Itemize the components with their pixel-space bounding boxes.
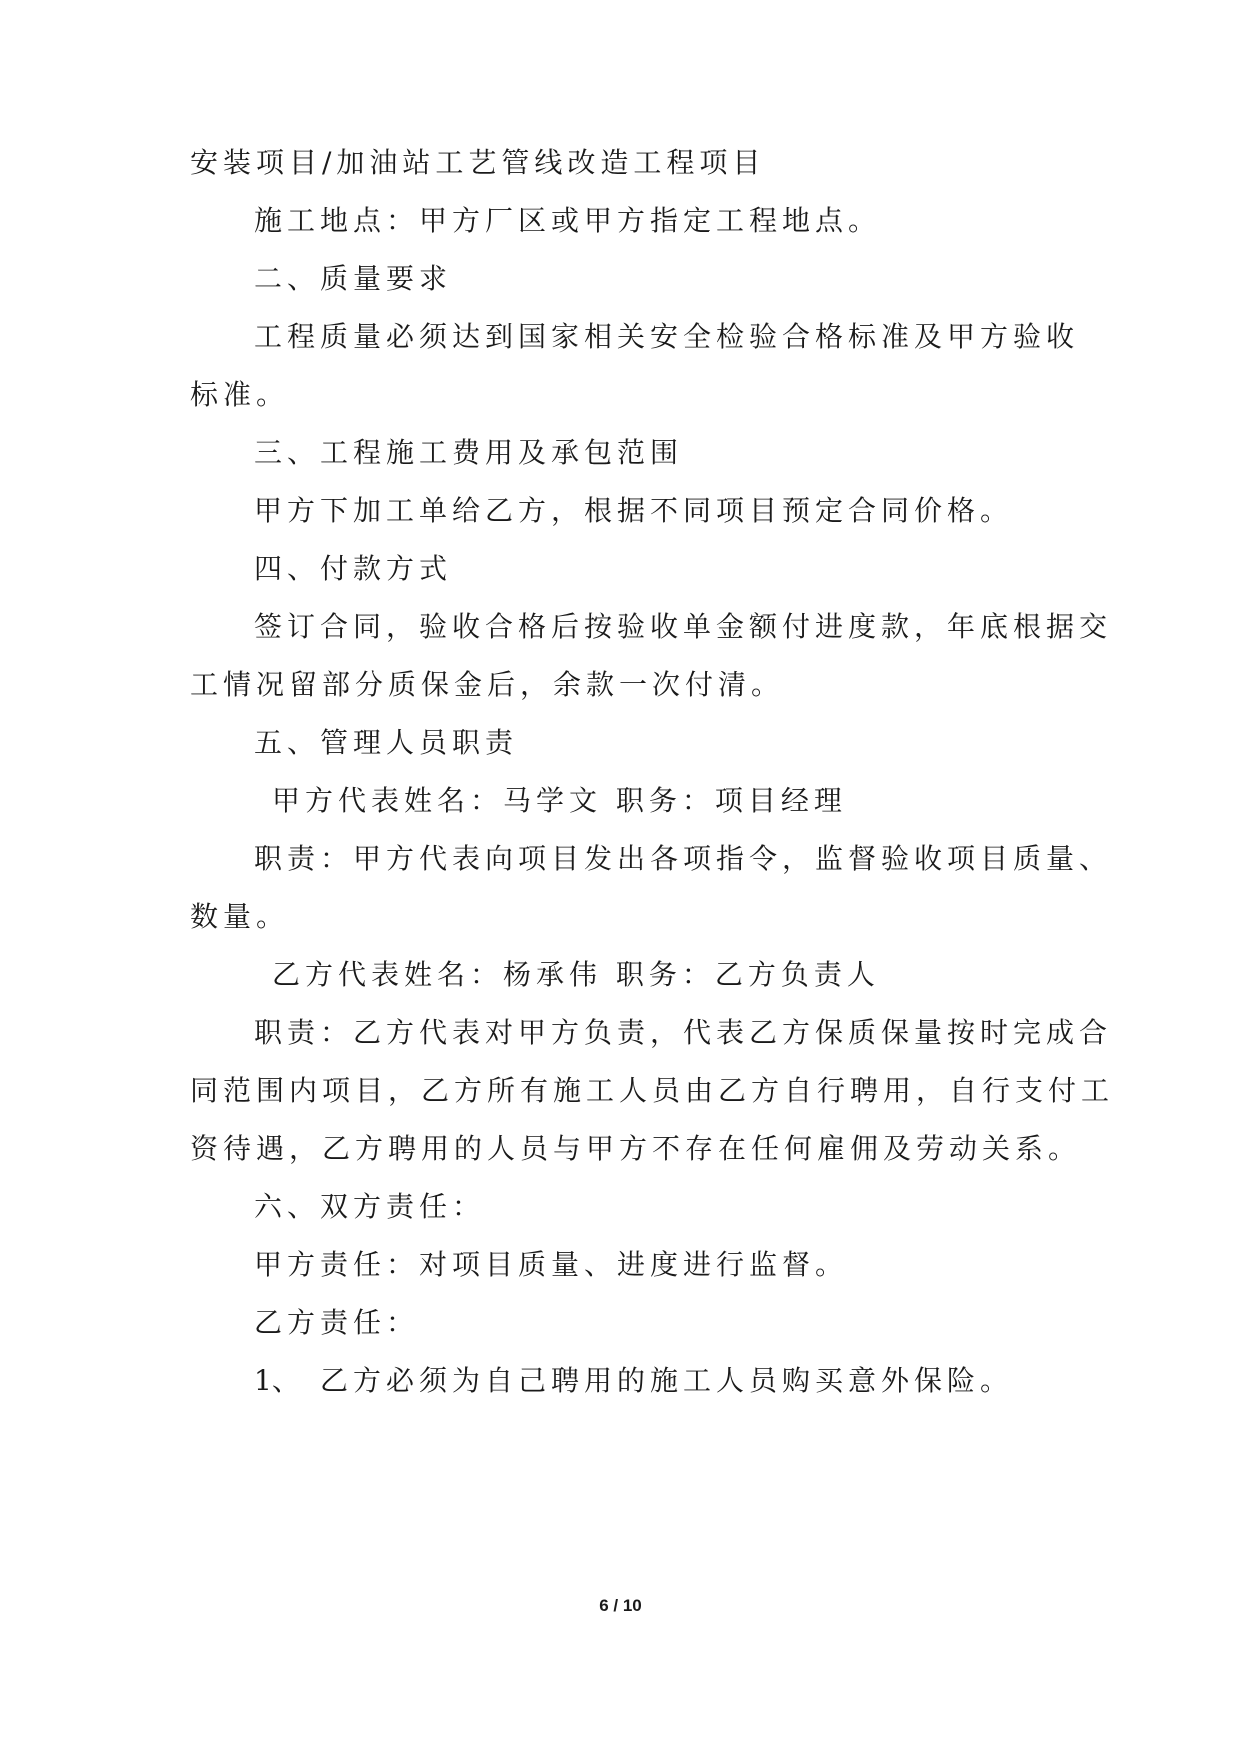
section-heading-5: 五、管理人员职责 (254, 726, 519, 759)
section-heading-4: 四、付款方式 (254, 552, 453, 585)
text-line-1: 安装项目/加油站工艺管线改造工程项目 (190, 146, 766, 179)
page-number: 6 / 10 (599, 1596, 642, 1615)
text-line-14: 数量。 (190, 900, 290, 933)
text-line-5: 标准。 (190, 378, 290, 411)
list-item-number: 1、 (254, 1364, 300, 1397)
text-line-16: 职责：乙方代表对甲方负责，代表乙方保质保量按时完成合 (254, 1016, 1113, 1049)
section-heading-6: 六、双方责任： (254, 1190, 486, 1223)
text-line-18: 资待遇，乙方聘用的人员与甲方不存在任何雇佣及劳动关系。 (190, 1132, 1082, 1165)
text-line-20: 甲方责任：对项目质量、进度进行监督。 (254, 1248, 849, 1281)
list-item (254, 1361, 1013, 1401)
text-line-9: 签订合同，验收合格后按验收单金额付进度款，年底根据交 (254, 610, 1113, 643)
list-item-text: 乙方必须为自己聘用的施工人员购买意外保险。 (320, 1364, 1014, 1397)
text-line-10: 工情况留部分质保金后，余款一次付清。 (190, 668, 785, 701)
text-line-21: 乙方责任： (254, 1306, 420, 1339)
text-line-7: 甲方下加工单给乙方，根据不同项目预定合同价格。 (254, 494, 1014, 527)
text-line-17: 同范围内项目，乙方所有施工人员由乙方自行聘用，自行支付工 (190, 1074, 1115, 1107)
text-line-4: 工程质量必须达到国家相关安全检验合格标准及甲方验收 (254, 320, 1080, 353)
text-line-2: 施工地点：甲方厂区或甲方指定工程地点。 (254, 204, 882, 237)
section-heading-2: 二、质量要求 (254, 262, 453, 295)
party-b-representative: 乙方代表姓名：杨承伟 职务：乙方负责人 (272, 958, 880, 991)
section-heading-3: 三、工程施工费用及承包范围 (254, 436, 684, 469)
party-a-representative: 甲方代表姓名：马学文 职务：项目经理 (272, 784, 847, 817)
text-line-13: 职责：甲方代表向项目发出各项指令，监督验收项目质量、 (254, 842, 1113, 875)
